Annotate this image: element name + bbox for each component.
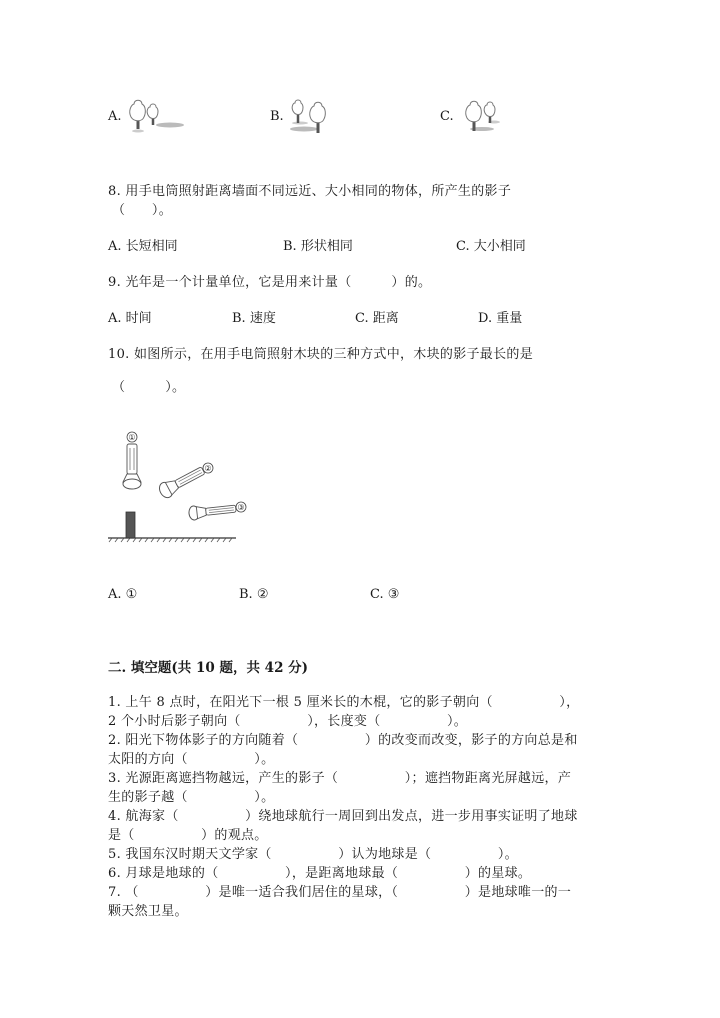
fill-line-10: 6. 月球是地球的（ ），是距离地球最（ ）的星球。 [108,866,532,881]
svg-text:③: ③ [237,503,245,512]
fill-line-1: 1. 上午 8 点时，在阳光下一根 5 厘米长的木棍，它的影子朝向（ ）， [108,695,580,710]
flashlight-figure [106,428,256,548]
fill-line-6: 生的影子越（ ）。 [108,790,275,805]
fill-line-8: 是（ ）的观点。 [108,828,268,843]
fill-line-2: 2 个小时后影子朝向（ ），长度变（ ）。 [108,714,468,729]
question-10-text: 10. 如图所示，在用手电筒照射木块的三种方式中，木块的影子最长的是 [108,347,534,362]
q8-option-a[interactable]: A. 长短相同 [108,239,178,254]
fill-line-7: 4. 航海家（ ）绕地球航行一周回到出发点，进一步用事实证明了地球 [108,809,578,824]
trees-shadow-left-icon [288,95,338,137]
q9-option-a[interactable]: A. 时间 [108,311,152,326]
question-10-blank: （ ）。 [112,380,186,395]
q8-option-c[interactable]: C. 大小相同 [456,239,526,254]
fill-line-11: 7. （ ）是唯一适合我们居住的星球，（ ）是地球唯一的一 [108,885,572,900]
question-9-text: 9. 光年是一个计量单位，它是用来计量（ ）的。 [108,275,432,290]
q7-option-a[interactable] [108,95,188,137]
trees-shadow-below-icon [458,95,508,137]
svg-text:①: ① [128,433,136,442]
q9-option-d[interactable]: D. 重量 [478,311,523,326]
fill-line-3: 2. 阳光下物体影子的方向随着（ ）的改变而改变，影子的方向总是和 [108,733,578,748]
q10-option-a[interactable]: A. ① [108,587,138,602]
q10-option-b[interactable]: B. ② [239,587,269,602]
fill-line-12: 颗天然卫星。 [108,904,188,919]
q7-option-c[interactable] [440,95,508,137]
q9-option-b[interactable]: B. 速度 [232,311,276,326]
option-label: B. [270,108,284,124]
option-label: C. [440,108,454,124]
fill-line-9: 5. 我国东汉时期天文学家（ ）认为地球是（ ）。 [108,847,518,862]
q7-option-b[interactable] [270,95,338,137]
question-8-text: 8. 用手电筒照射距离墙面不同远近、大小相同的物体，所产生的影子 [108,184,512,199]
option-label: A. [108,108,122,124]
section-2-title: 二. 填空题(共 10 题，共 42 分) [108,660,309,676]
q9-option-c[interactable]: C. 距离 [355,311,399,326]
q8-option-b[interactable]: B. 形状相同 [283,239,353,254]
fill-line-4: 太阳的方向（ ）。 [108,752,275,767]
trees-shadow-right-icon [126,95,188,137]
fill-line-5: 3. 光源距离遮挡物越远，产生的影子（ ）；遮挡物距离光屏越远，产 [108,771,572,786]
q10-option-c[interactable]: C. ③ [370,587,400,602]
svg-text:②: ② [204,464,212,473]
question-8-blank: （ ）。 [112,203,173,218]
